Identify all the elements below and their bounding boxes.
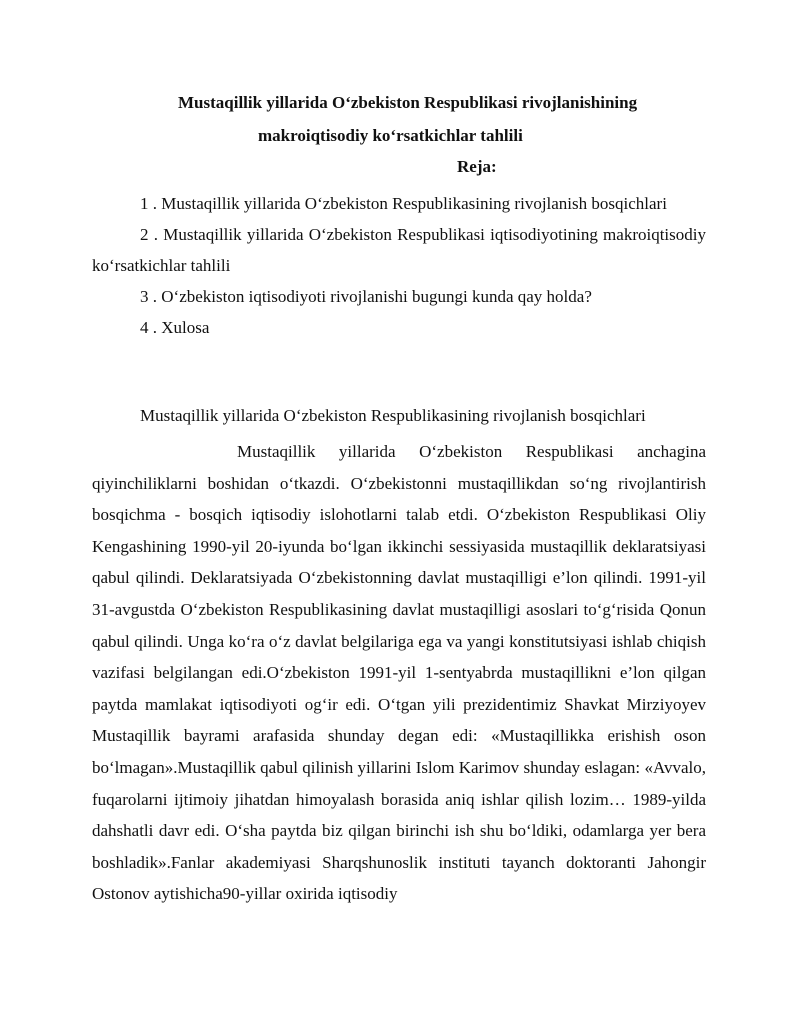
body-paragraph: Mustaqillik yillarida O‘zbekiston Respublikasi anchagina qiyinchiliklarni boshidan o‘tkazdi. O‘zbekistonni mustaqillikdan so‘ng rivojlantirish bosqichma - bosqich iqtisodiy islohotlarni talab etdi. O‘zbekiston Respublikasi Oliy Kengashining 1990-yil 20-iyunda bo‘lgan ikkinchi sessiyasida mustaqillik deklaratsiyasi qabul qilindi. Deklaratsiyada O‘zbekistonning davlat mustaqilligi e’lon qilindi. 1991-yil 31-avgustda O‘zbekiston Respublikasining davlat mustaqilligi asoslari to‘g‘risida Qonun qabul qilindi. Unga ko‘ra o‘z davlat belgilariga ega va yangi konstitutsiyasi ishlab chiqish vazifasi belgilangan edi.O‘zbekiston 1991-yil 1-sentyabrda mustaqillikni e’lon qilgan paytda mamlakat iqtisodiyoti og‘ir edi. O‘tgan yili prezidentimiz Shavkat Mirziyoyev Mustaqillik bayrami arafasida shunday degan edi: «Mustaqillikka erishish oson bo‘lmagan».Mustaqillik qabul qilinish yillarini Islom Karimov shunday eslagan: «Avvalo, fuqarolarni ijtimoiy jihatdan himoyalash borasida aniq ishlar qilish lozim… 1989-yilda dahshatli davr edi. O‘sha paytda biz qilgan birinchi ish shu bo‘ldiki, odamlarga yer bera boshladik».Fanlar akademiyasi Sharqshunoslik instituti tayanch doktoranti Jahongir Ostonov aytishicha90-yillar oxirida iqtisodiy <box>92 442 706 904</box>
document-title-line-1: Mustaqillik yillarida O‘zbekiston Respublikasi rivojlanishining <box>178 93 638 112</box>
section-heading: Mustaqillik yillarida O‘zbekiston Respublikasining rivojlanish bosqichlari <box>140 406 646 425</box>
plan-list <box>92 188 706 343</box>
plan-heading: Reja: <box>457 157 497 176</box>
plan-item-2: 2 . Mustaqillik yillarida O‘zbekiston Respublikasi iqtisodiyotining makroiqtisodiy ko‘rsatkichlar tahlili <box>92 225 706 275</box>
plan-item-1: 1 . Mustaqillik yillarida O‘zbekiston Respublikasining rivojlanish bosqichlari <box>140 194 667 213</box>
plan-item-4: 4 . Xulosa <box>140 318 210 337</box>
plan-item-3: 3 . O‘zbekiston iqtisodiyoti rivojlanishi bugungi kunda qay holda? <box>140 287 592 306</box>
document-title-line-2: makroiqtisodiy ko‘rsatkichlar tahlili <box>258 126 523 145</box>
